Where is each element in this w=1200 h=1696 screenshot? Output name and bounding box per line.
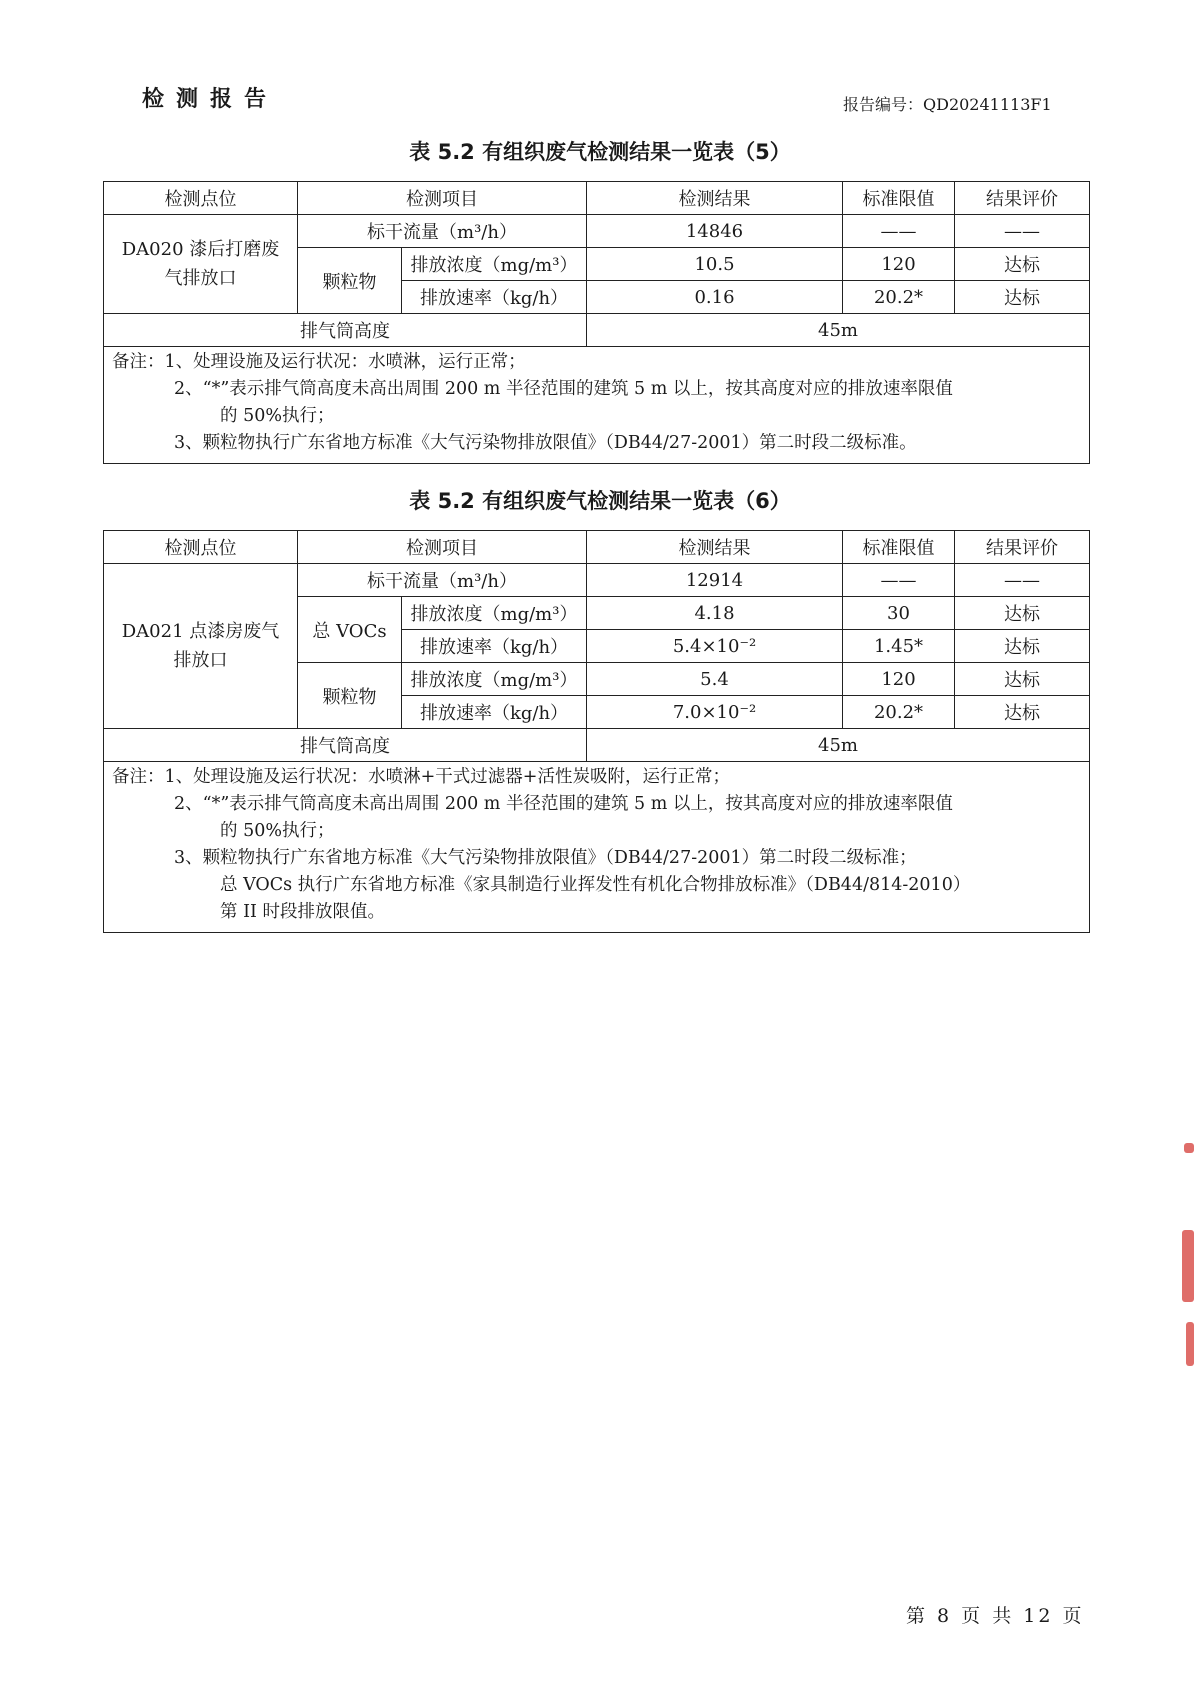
stack-height-label: 排气筒高度 xyxy=(104,314,587,347)
rate-label: 排放速率（kg/h） xyxy=(402,281,587,314)
conc-limit: 120 xyxy=(843,248,955,281)
header-eval: 结果评价 xyxy=(955,182,1090,215)
rate-value: 0.16 xyxy=(587,281,843,314)
rate-eval: 达标 xyxy=(955,696,1090,729)
flow-limit: —— xyxy=(843,215,955,248)
rate-eval: 达标 xyxy=(955,630,1090,663)
note-line: 备注：1、处理设施及运行状况：水喷淋，运行正常； xyxy=(112,352,526,372)
conc-value: 10.5 xyxy=(587,248,843,281)
stamp-fragment xyxy=(1182,1230,1194,1302)
conc-label: 排放浓度（mg/m³） xyxy=(402,597,587,630)
table-header-row xyxy=(104,531,1090,564)
header-item: 检测项目 xyxy=(298,182,587,215)
flow-label: 标干流量（m³/h） xyxy=(298,215,587,248)
rate-eval: 达标 xyxy=(955,281,1090,314)
monitoring-point: DA020 漆后打磨废气排放口 xyxy=(104,215,298,314)
table-6 xyxy=(103,530,1090,933)
table-header-row xyxy=(104,182,1090,215)
monitoring-point: DA021 点漆房废气排放口 xyxy=(104,564,298,729)
rate-limit: 20.2* xyxy=(843,696,955,729)
conc-eval: 达标 xyxy=(955,663,1090,696)
stack-height-label: 排气筒高度 xyxy=(104,729,587,762)
table-5-title: 表 5.2 有组织废气检测结果一览表（5） xyxy=(409,140,791,164)
header-eval: 结果评价 xyxy=(955,531,1090,564)
notes-cell xyxy=(104,762,1090,933)
table-row xyxy=(104,729,1090,762)
pollutant-name: 颗粒物 xyxy=(298,663,402,729)
notes-row xyxy=(104,347,1090,464)
header-point: 检测点位 xyxy=(104,531,298,564)
table-row xyxy=(104,314,1090,347)
rate-value: 5.4×10⁻² xyxy=(587,630,843,663)
flow-eval: —— xyxy=(955,215,1090,248)
conc-eval: 达标 xyxy=(955,597,1090,630)
note-line: 备注：1、处理设施及运行状况：水喷淋+干式过滤器+活性炭吸附，运行正常； xyxy=(112,767,730,787)
stamp-fragment xyxy=(1186,1322,1194,1366)
report-number: 报告编号：QD20241113F1 xyxy=(843,95,1052,114)
header-result: 检测结果 xyxy=(587,182,843,215)
notes-cell xyxy=(104,347,1090,464)
flow-value: 14846 xyxy=(587,215,843,248)
note-line: 2、“*”表示排气筒高度未高出周围 200 m 半径范围的建筑 5 m 以上，按其高度对应的排放速率限值 xyxy=(174,794,953,814)
rate-label: 排放速率（kg/h） xyxy=(402,630,587,663)
note-line: 2、“*”表示排气筒高度未高出周围 200 m 半径范围的建筑 5 m 以上，按其高度对应的排放速率限值 xyxy=(174,379,953,399)
conc-label: 排放浓度（mg/m³） xyxy=(402,663,587,696)
pollutant-name: 颗粒物 xyxy=(298,248,402,314)
page-number: 第 8 页 共 12 页 xyxy=(906,1605,1085,1627)
conc-label: 排放浓度（mg/m³） xyxy=(402,248,587,281)
flow-label: 标干流量（m³/h） xyxy=(298,564,587,597)
note-line: 3、颗粒物执行广东省地方标准《大气污染物排放限值》（DB44/27-2001）第二时段二级标准。 xyxy=(174,433,917,453)
rate-value: 7.0×10⁻² xyxy=(587,696,843,729)
table-6-title: 表 5.2 有组织废气检测结果一览表（6） xyxy=(409,489,791,513)
note-line: 第 II 时段排放限值。 xyxy=(220,902,385,922)
flow-limit: —— xyxy=(843,564,955,597)
conc-eval: 达标 xyxy=(955,248,1090,281)
header-item: 检测项目 xyxy=(298,531,587,564)
conc-value: 5.4 xyxy=(587,663,843,696)
stack-height-value: 45m xyxy=(587,314,1090,347)
note-line: 3、颗粒物执行广东省地方标准《大气污染物排放限值》（DB44/27-2001）第二时段二级标准； xyxy=(174,848,917,868)
header-point: 检测点位 xyxy=(104,182,298,215)
notes-row xyxy=(104,762,1090,933)
conc-limit: 120 xyxy=(843,663,955,696)
stamp-fragment xyxy=(1184,1143,1194,1153)
pollutant-name: 总 VOCs xyxy=(298,597,402,663)
report-type-title: 检测报告 xyxy=(142,87,279,112)
rate-limit: 20.2* xyxy=(843,281,955,314)
table-row xyxy=(104,215,1090,248)
table-row xyxy=(104,564,1090,597)
header-result: 检测结果 xyxy=(587,531,843,564)
note-line: 的 50%执行； xyxy=(220,821,335,841)
flow-eval: —— xyxy=(955,564,1090,597)
flow-value: 12914 xyxy=(587,564,843,597)
header-limit: 标准限值 xyxy=(843,182,955,215)
header-limit: 标准限值 xyxy=(843,531,955,564)
rate-label: 排放速率（kg/h） xyxy=(402,696,587,729)
stack-height-value: 45m xyxy=(587,729,1090,762)
table-5 xyxy=(103,181,1090,464)
rate-limit: 1.45* xyxy=(843,630,955,663)
note-line: 的 50%执行； xyxy=(220,406,335,426)
conc-value: 4.18 xyxy=(587,597,843,630)
conc-limit: 30 xyxy=(843,597,955,630)
note-line: 总 VOCs 执行广东省地方标准《家具制造行业挥发性有机化合物排放标准》（DB44/814-2010） xyxy=(220,875,971,895)
